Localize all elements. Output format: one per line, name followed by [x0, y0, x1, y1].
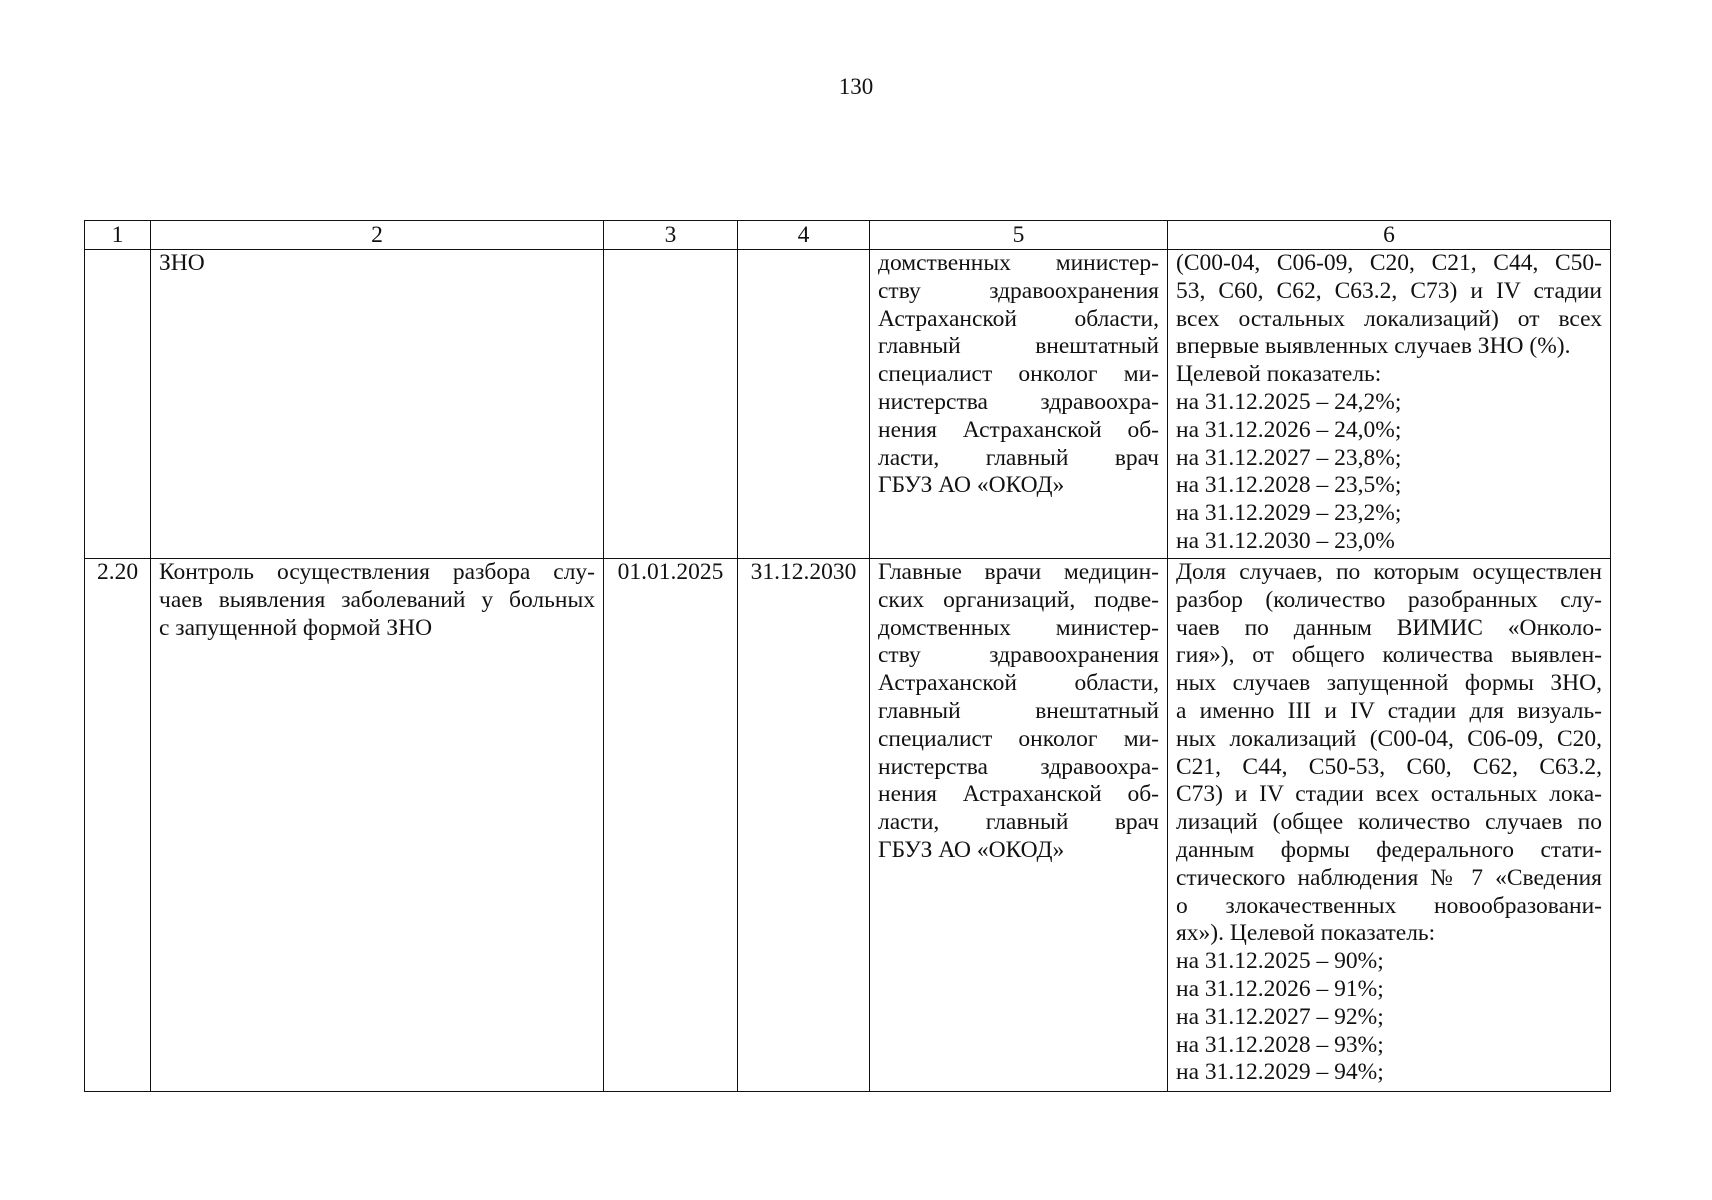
text-line: Астраханской области,: [878, 670, 1159, 697]
text-line: специалист онколог ми-: [878, 725, 1159, 752]
text-line: Астраханской области,: [878, 305, 1159, 332]
cell-indicator: [1168, 250, 1611, 559]
text-line: ласти, главный врач: [878, 809, 1159, 836]
text-line: всех остальных локализаций) от всех: [1176, 305, 1602, 332]
cell-responsible: [870, 250, 1168, 559]
text-line: стического наблюдения № 7 «Сведения: [1176, 864, 1602, 891]
text-line: на 31.12.2027 – 92%;: [1176, 1003, 1384, 1030]
text-line: нистерства здравоохра-: [878, 753, 1159, 780]
text-line: на 31.12.2030 – 23,0%: [1176, 527, 1395, 554]
text-line: ях»). Целевой показатель:: [1176, 920, 1436, 947]
cell-event: [151, 559, 604, 1092]
text-line: на 31.12.2028 – 93%;: [1176, 1031, 1384, 1058]
text-line: С73) и IV стадии всех остальных лока-: [1176, 781, 1602, 808]
text-line: о злокачественных новообразовани-: [1176, 892, 1602, 919]
text-line: на 31.12.2028 – 23,5%;: [1176, 472, 1402, 499]
column-header: 1: [85, 221, 151, 250]
text-line: ГБУЗ АО «ОКОД»: [878, 472, 1065, 499]
text-line: с запущенной формой ЗНО: [159, 614, 433, 641]
text-line: нения Астраханской об-: [878, 781, 1159, 808]
text-line: на 31.12.2029 – 94%;: [1176, 1059, 1384, 1086]
page-number: 130: [838, 74, 874, 99]
text-line: на 31.12.2025 – 24,2%;: [1176, 388, 1402, 415]
text-line: домственных министер-: [878, 250, 1159, 276]
text-line: на 31.12.2026 – 91%;: [1176, 975, 1384, 1002]
text-line: на 31.12.2027 – 23,8%;: [1176, 444, 1402, 471]
table-header-row: [85, 221, 1611, 250]
text-line: гия»), от общего количества выявлен-: [1176, 642, 1602, 669]
column-header: 3: [604, 221, 738, 250]
plan-table: [84, 220, 1611, 1092]
table-row: [85, 559, 1611, 1092]
column-header: 6: [1168, 221, 1611, 250]
cell-start-date: [604, 250, 738, 559]
text-line: Доля случаев, по которым осуществлен: [1176, 559, 1602, 585]
text-line: лизаций (общее количество случаев по: [1176, 809, 1602, 836]
text-line: данным формы федерального стати-: [1176, 836, 1602, 863]
text-line: ных случаев запущенной формы ЗНО,: [1176, 670, 1602, 697]
text-line: С21, С44, С50-53, С60, С62, С63.2,: [1176, 753, 1602, 780]
text-line: на 31.12.2026 – 24,0%;: [1176, 416, 1402, 443]
text-line: на 31.12.2025 – 90%;: [1176, 948, 1384, 975]
text-line: ГБУЗ АО «ОКОД»: [878, 836, 1065, 863]
text-line: нистерства здравоохра-: [878, 388, 1159, 415]
column-header: 2: [151, 221, 604, 250]
text-line: 53, С60, С62, С63.2, С73) и IV стадии: [1176, 277, 1602, 304]
text-line: ных локализаций (С00-04, С06-09, С20,: [1176, 725, 1602, 752]
text-line: разбор (количество разобранных слу-: [1176, 586, 1602, 613]
text-line: главный внештатный: [878, 333, 1159, 360]
cell-number: [85, 250, 151, 559]
text-line: ству здравоохранения: [878, 642, 1159, 669]
cell-event: [151, 250, 604, 559]
column-header: 4: [738, 221, 870, 250]
text-line: (С00-04, С06-09, С20, С21, С44, С50-: [1176, 250, 1602, 276]
text-line: на 31.12.2029 – 23,2%;: [1176, 500, 1402, 527]
text-line: впервые выявленных случаев ЗНО (%).: [1176, 333, 1571, 360]
text-line: чаев выявления заболеваний у больных: [159, 586, 595, 613]
text-line: главный внештатный: [878, 697, 1159, 724]
text-line: нения Астраханской об-: [878, 416, 1159, 443]
cell-start-date: 01.01.2025: [604, 559, 738, 1092]
text-line: ству здравоохранения: [878, 277, 1159, 304]
text-line: домственных министер-: [878, 614, 1159, 641]
cell-indicator: [1168, 559, 1611, 1092]
text-line: а именно III и IV стадии для визуаль-: [1176, 697, 1602, 724]
text-line: Целевой показатель:: [1176, 361, 1382, 388]
cell-end-date: [738, 250, 870, 559]
text-line: Контроль осуществления разбора слу-: [159, 559, 595, 585]
cell-responsible: [870, 559, 1168, 1092]
text-line: чаев по данным ВИМИС «Онколо-: [1176, 614, 1602, 641]
cell-end-date: 31.12.2030: [738, 559, 870, 1092]
text-line: специалист онколог ми-: [878, 361, 1159, 388]
column-header: 5: [870, 221, 1168, 250]
cell-number: 2.20: [85, 559, 151, 1092]
text-line: ЗНО: [159, 250, 205, 276]
text-line: ласти, главный врач: [878, 444, 1159, 471]
text-line: ских организаций, подве-: [878, 586, 1159, 613]
table-row: [85, 250, 1611, 559]
text-line: Главные врачи медицин-: [878, 559, 1159, 585]
